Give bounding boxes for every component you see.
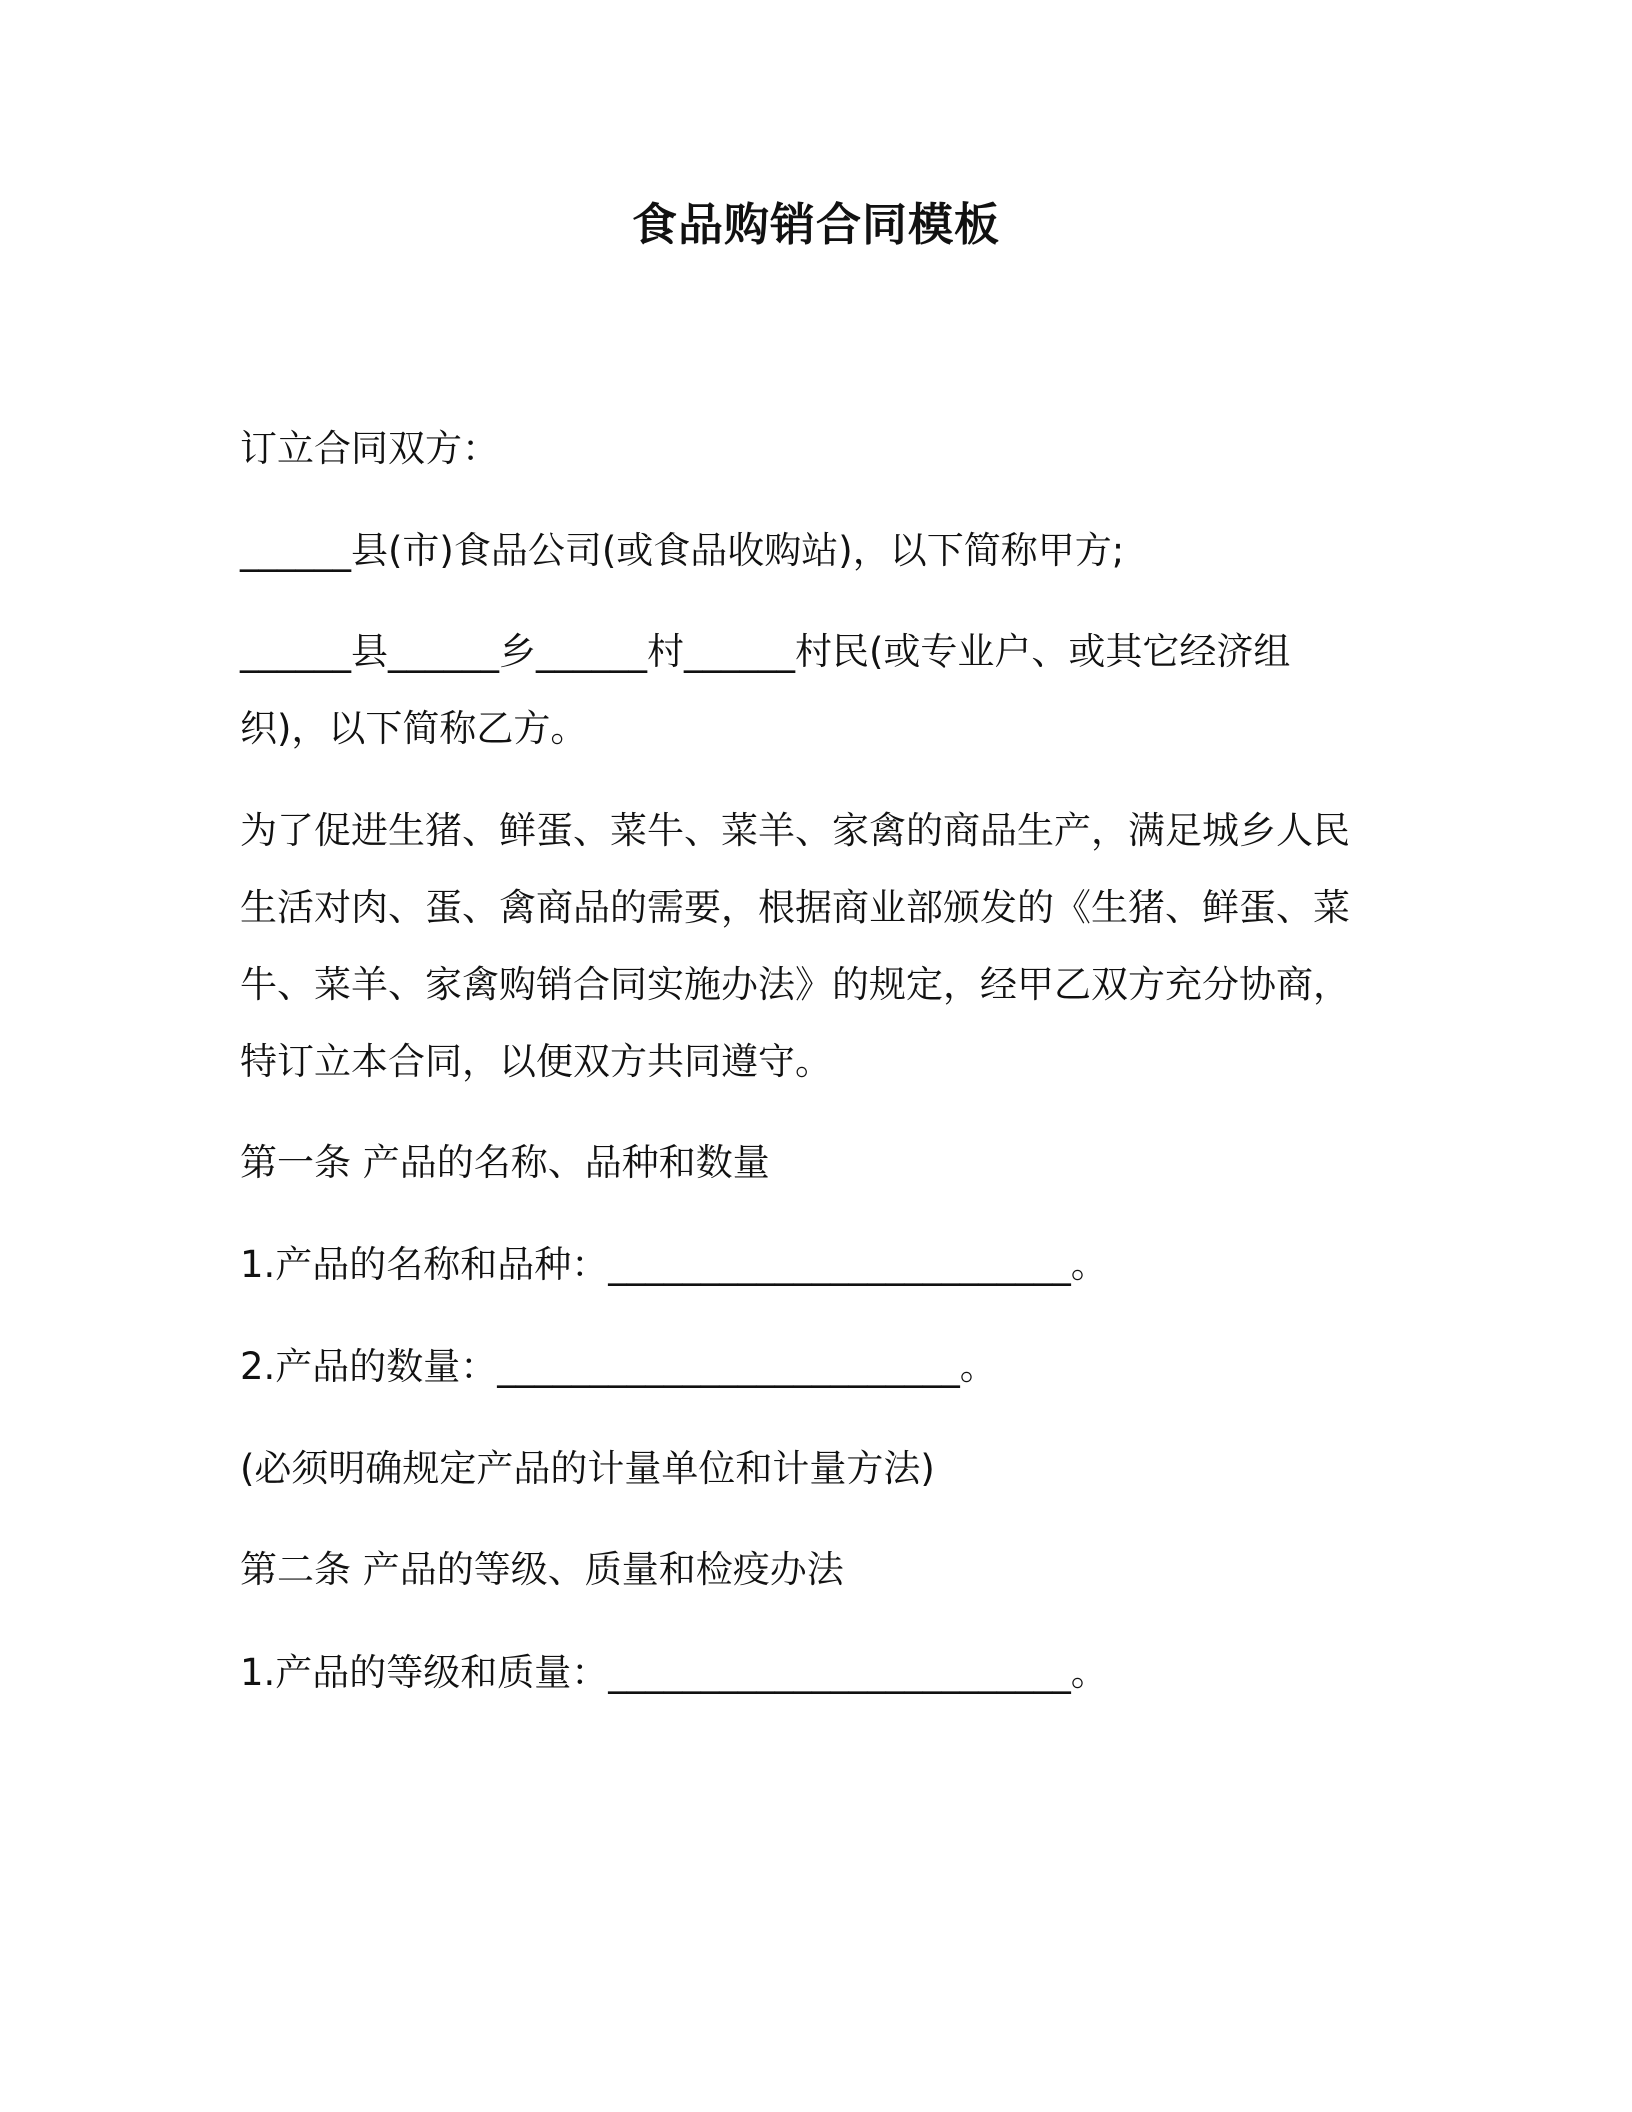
party-a-line: ______县(市)食品公司(或食品收购站)，以下简称甲方; bbox=[240, 529, 1125, 572]
article-2-heading: 第二条 产品的等级、质量和检疫办法 bbox=[240, 1548, 844, 1591]
article-1-heading: 第一条 产品的名称、品种和数量 bbox=[240, 1141, 770, 1184]
article-2-item-1: 1.产品的等级和质量：_________________________。 bbox=[240, 1651, 1108, 1694]
document-title: 食品购销合同模板 bbox=[631, 198, 1000, 251]
party-b-line-1: ______县______乡______村______村民(或专业户、或其它经济组 bbox=[240, 630, 1291, 673]
article-1-item-2: 2.产品的数量：_________________________。 bbox=[240, 1345, 997, 1388]
parties-heading: 订立合同双方： bbox=[240, 427, 499, 470]
article-1-item-1: 1.产品的名称和品种：_________________________。 bbox=[240, 1243, 1108, 1286]
preamble-line-3: 牛、菜羊、家禽购销合同实施办法》的规定，经甲乙双方充分协商， bbox=[240, 963, 1350, 1006]
preamble-line-4: 特订立本合同，以便双方共同遵守。 bbox=[240, 1040, 832, 1083]
article-1-note: (必须明确规定产品的计量单位和计量方法) bbox=[240, 1447, 935, 1490]
preamble-line-1: 为了促进生猪、鲜蛋、菜牛、菜羊、家禽的商品生产，满足城乡人民 bbox=[240, 809, 1350, 852]
party-b-line-2: 织)，以下简称乙方。 bbox=[240, 707, 588, 750]
preamble-line-2: 生活对肉、蛋、禽商品的需要，根据商业部颁发的《生猪、鲜蛋、菜 bbox=[240, 886, 1350, 929]
